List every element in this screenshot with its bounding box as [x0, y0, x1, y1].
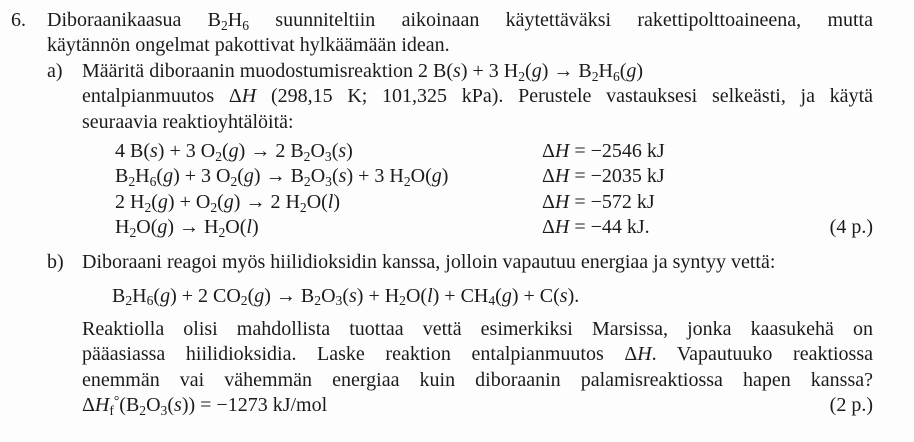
part-a-text	[82, 59, 873, 135]
part-b-intro-line: Diboraani reagoi myös hiilidioksidin kanssa, jolloin vapautuu energiaa ja syntyy vettä:	[82, 250, 776, 273]
part-a-body	[82, 59, 873, 250]
intro-line-2: käytännön ongelmat pakottivat hylkäämään idean.	[47, 34, 450, 57]
equation-row-2	[115, 164, 873, 189]
reaction-equation: 2 $H_2(g) + O_2(g) \to 2$ $H_2O(l)$	[115, 190, 341, 215]
equation-row-1	[115, 139, 873, 164]
part-a-line-1: Määritä diboraanin muodostumisreaktion 2 B(s) + 3 $H_2(g) \to B_2H_6(g)$	[82, 59, 644, 84]
part-b-line-1: Reaktiolla olisi mahdollista tuottaa vettä esimerkiksi Marsissa, jonka kaasukehä on	[82, 318, 873, 341]
part-a	[47, 59, 873, 250]
problem-intro	[47, 8, 873, 59]
equation-row-4	[115, 215, 873, 240]
part-b-line-2: pääasiassa hiilidioksidia. Laske reaktion entalpianmuutos ΔH. Vapautuuko reaktiossa	[82, 343, 874, 366]
equation-row-3	[115, 190, 873, 215]
part-b-line-3: enemmän vai vähemmän energiaa kuin diboraanin palamisreaktiossa hapen kanssa?	[82, 368, 873, 391]
part-a-line-2: entalpianmuutos ΔH (298,15 K; 101,325 kPa). Perustele vastauksesi selkeästi, ja käytä	[82, 85, 873, 108]
reaction-equation: $B_2H_6(g) + 3$ $O_2(g) \to B_2O_3(s) + 3$ $H_2O(g)$	[115, 165, 449, 190]
problem-body	[47, 8, 873, 419]
given-value-row	[82, 393, 873, 418]
points-badge-b: (2 p.)	[829, 394, 873, 417]
part-a-line-3: seuraavia reaktioyhtälöitä:	[82, 110, 294, 133]
reaction-equation: 4 B(s) + 3 $O_2(g) \to 2$ $B_2O_3(s)$	[115, 140, 353, 164]
problem-6	[11, 8, 873, 419]
part-b-body	[82, 250, 873, 419]
part-a-label: a)	[47, 59, 63, 82]
part-b	[47, 250, 873, 419]
problem-number: 6.	[11, 9, 26, 31]
enthalpy-value: ΔH = −2035 kJ	[542, 165, 665, 188]
enthalpy-value: ΔH = −2546 kJ	[542, 140, 665, 163]
part-b-reaction-equation: $B_2H_6(g) + 2$ $CO_2(g) \to B_2O_3(s) + H_2O(l) + CH_4(g) + C(s)$.	[112, 284, 580, 309]
enthalpy-value: ΔH = −572 kJ	[542, 190, 655, 213]
equation-list	[82, 139, 873, 241]
part-b-label: b)	[47, 250, 64, 273]
part-b-text	[82, 317, 873, 393]
reaction-equation: $H_2O(g) \to H_2O(l)$	[115, 216, 259, 241]
enthalpy-value: ΔH = −44 kJ.	[542, 216, 650, 239]
points-badge-a: (4 p.)	[829, 216, 873, 239]
enthalpy-of-formation-given: $\Delta H_f^\circ(B_2O_3(s)) = -1273$ kJ/mol	[82, 393, 328, 419]
intro-line-1: Diboraanikaasua $B_2H_6$ suunniteltiin aikoinaan käytettäväksi rakettipolttoaineena, mutta	[47, 9, 873, 33]
